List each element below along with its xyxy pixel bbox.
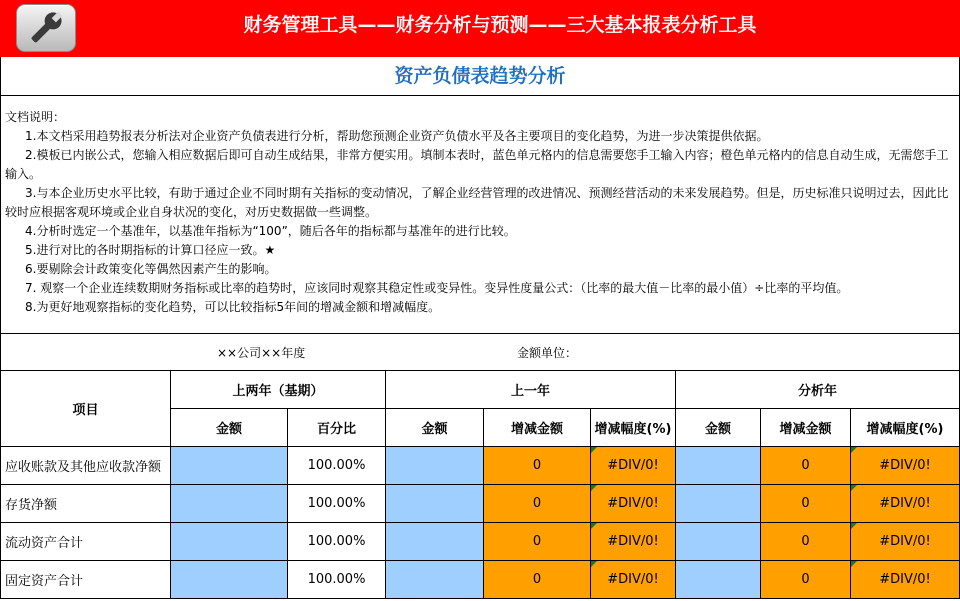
table-row <box>1 561 960 599</box>
row-label: 流动资产合计 <box>1 523 171 561</box>
row-label: 存货净额 <box>1 485 171 523</box>
item-header: 项目 <box>1 371 171 447</box>
base-percent-cell[interactable]: 100.00% <box>288 523 386 561</box>
row-label: 应收账款及其他应收款净额 <box>1 447 171 485</box>
cur-amount-cell[interactable] <box>676 523 761 561</box>
banner-title: 财务管理工具——财务分析与预测——三大基本报表分析工具 <box>243 14 757 36</box>
base-percent-cell[interactable]: 100.00% <box>288 561 386 599</box>
base-amount-cell[interactable] <box>171 485 288 523</box>
document-notes <box>0 96 960 334</box>
cur-rate-cell[interactable]: #DIV/0! <box>851 561 960 599</box>
col-cur-amount: 金额 <box>676 409 761 447</box>
notes-list <box>1 127 953 317</box>
trend-table <box>0 370 960 599</box>
col-prev-change: 增减金额 <box>484 409 591 447</box>
cur-amount-cell[interactable] <box>676 485 761 523</box>
table-row <box>1 447 960 485</box>
group-header-base: 上两年（基期） <box>171 371 386 409</box>
prev-change-cell[interactable]: 0 <box>484 485 591 523</box>
cur-change-cell[interactable]: 0 <box>761 447 851 485</box>
col-base-amount: 金额 <box>171 409 288 447</box>
note-item: 3.与本企业历史水平比较，有助于通过企业不同时期有关指标的变动情况，了解企业经营管理的改进情况、预测经营活动的未来发展趋势。但是，历史标准只说明过去，因此比较时应根据客观环境或企业自身状况的变化，对历史数据做一些调整。 <box>5 186 949 219</box>
note-item: 4.分析时选定一个基准年，以基准年指标为“100”，随后各年的指标都与基准年的进行比较。 <box>25 224 516 238</box>
group-header-current: 分析年 <box>676 371 960 409</box>
cur-change-cell[interactable]: 0 <box>761 561 851 599</box>
cur-change-cell[interactable]: 0 <box>761 523 851 561</box>
prev-amount-cell[interactable] <box>386 485 484 523</box>
note-item: 8.为更好地观察指标的变化趋势，可以比较指标5年间的增减金额和增减幅度。 <box>25 300 441 314</box>
note-item: 6.要剔除会计政策变化等偶然因素产生的影响。 <box>25 262 277 276</box>
cur-rate-cell[interactable]: #DIV/0! <box>851 485 960 523</box>
note-item: 5.进行对比的各时期指标的计算口径应一致。★ <box>25 243 276 257</box>
group-header-prev: 上一年 <box>386 371 676 409</box>
base-amount-cell[interactable] <box>171 561 288 599</box>
amount-unit-label: 金额单位： <box>517 346 578 360</box>
col-base-percent: 百分比 <box>288 409 386 447</box>
prev-rate-cell[interactable]: #DIV/0! <box>591 447 676 485</box>
prev-change-cell[interactable]: 0 <box>484 447 591 485</box>
table-row <box>1 523 960 561</box>
note-item: 2.模板已内嵌公式，您输入相应数据后即可自动生成结果，非常方便实用。填制本表时，蓝色单元格内的信息需要您手工输入内容；橙色单元格内的信息自动生成，无需您手工输入。 <box>5 148 949 181</box>
note-item: 1.本文档采用趋势报表分析法对企业资产负债表进行分析，帮助您预测企业资产负债水平及各主要项目的变化趋势，为进一步决策提供依据。 <box>25 129 769 143</box>
cur-rate-cell[interactable]: #DIV/0! <box>851 447 960 485</box>
col-prev-amount: 金额 <box>386 409 484 447</box>
notes-heading: 文档说明： <box>5 110 66 124</box>
base-percent-cell[interactable]: 100.00% <box>288 447 386 485</box>
prev-change-cell[interactable]: 0 <box>484 561 591 599</box>
base-amount-cell[interactable] <box>171 523 288 561</box>
cur-rate-cell[interactable]: #DIV/0! <box>851 523 960 561</box>
prev-amount-cell[interactable] <box>386 447 484 485</box>
base-percent-cell[interactable]: 100.00% <box>288 485 386 523</box>
cur-amount-cell[interactable] <box>676 447 761 485</box>
company-year-label: ××公司××年度 <box>217 346 306 360</box>
prev-rate-cell[interactable]: #DIV/0! <box>591 485 676 523</box>
cur-change-cell[interactable]: 0 <box>761 485 851 523</box>
prev-rate-cell[interactable]: #DIV/0! <box>591 523 676 561</box>
prev-amount-cell[interactable] <box>386 561 484 599</box>
company-unit-row <box>0 334 960 370</box>
col-cur-rate: 增减幅度(%) <box>851 409 960 447</box>
prev-change-cell[interactable]: 0 <box>484 523 591 561</box>
col-cur-change: 增减金额 <box>761 409 851 447</box>
row-label: 固定资产合计 <box>1 561 171 599</box>
cur-amount-cell[interactable] <box>676 561 761 599</box>
base-amount-cell[interactable] <box>171 447 288 485</box>
report-title: 资产负债表趋势分析 <box>0 57 960 96</box>
prev-amount-cell[interactable] <box>386 523 484 561</box>
note-item: 7. 观察一个企业连续数期财务指标或比率的趋势时，应该同时观察其稳定性或变异性。变异性度量公式：（比率的最大值－比率的最小值）÷比率的平均值。 <box>25 281 849 295</box>
prev-rate-cell[interactable]: #DIV/0! <box>591 561 676 599</box>
top-banner <box>0 0 960 57</box>
table-row <box>1 485 960 523</box>
col-prev-rate: 增减幅度(%) <box>591 409 676 447</box>
